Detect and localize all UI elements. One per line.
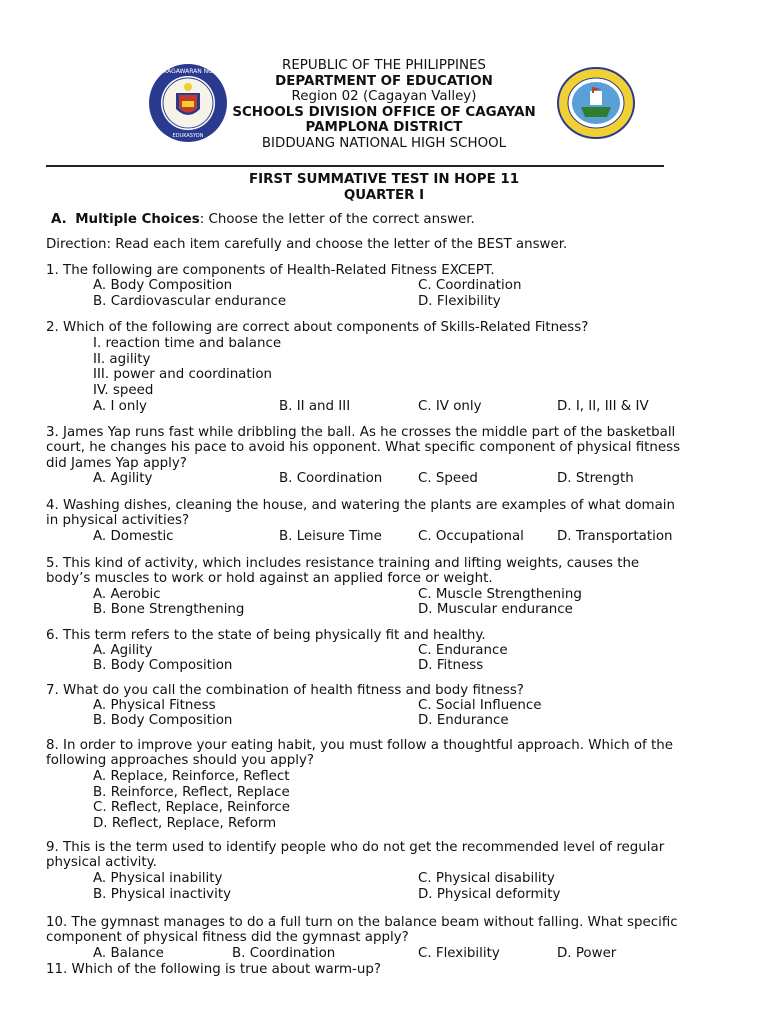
question-stem: 1. The following are components of Health-Related Fitness EXCEPT.	[46, 263, 495, 278]
section-title: Multiple Choices	[75, 212, 200, 227]
section-letter: A.	[51, 212, 67, 227]
question-stem: 10. The gymnast manages to do a full turn on the balance beam without falling. What specific	[46, 915, 678, 930]
choice: D. Strength	[557, 471, 634, 486]
header	[0, 58, 768, 151]
choice: C. IV only	[418, 399, 482, 414]
roman-item: II. agility	[93, 352, 151, 367]
question-stem: 5. This kind of activity, which includes resistance training and lifting weights, causes the	[46, 556, 640, 571]
question-stem: in physical activities?	[46, 513, 190, 528]
roman-item: IV. speed	[93, 383, 154, 398]
choice: B. Coordination	[279, 471, 383, 486]
question-stem: 9. This is the term used to identify people who do not get the recommended level of regular	[46, 840, 665, 855]
choice: C. Occupational	[418, 529, 524, 544]
choice: D. Power	[557, 946, 617, 961]
section-instruction: : Choose the letter of the correct answer.	[199, 212, 475, 227]
choice: A. Physical inability	[93, 871, 223, 886]
header-republic: REPUBLIC OF THE PHILIPPINES	[282, 58, 486, 73]
choice: B. Body Composition	[93, 658, 233, 673]
direction-text: Direction: Read each item carefully and choose the letter of the BEST answer.	[46, 237, 568, 252]
choice: D. Reflect, Replace, Reform	[93, 816, 277, 831]
choice: C. Coordination	[418, 278, 522, 293]
question-stem: 6. This term refers to the state of being physically fit and healthy.	[46, 628, 486, 643]
choice: A. Replace, Reinforce, Reflect	[93, 769, 290, 784]
choice: A. I only	[93, 399, 147, 414]
choice: B. Coordination	[232, 946, 336, 961]
question-stem: 11. Which of the following is true about warm-up?	[46, 962, 381, 977]
choice: A. Domestic	[93, 529, 174, 544]
question-stem: court, he changes his pace to avoid his opponent. What specific component of physical fitness	[46, 440, 681, 455]
choice: B. Leisure Time	[279, 529, 382, 544]
svg-text:EDUKASYON: EDUKASYON	[172, 133, 204, 139]
header-school: BIDDUANG NATIONAL HIGH SCHOOL	[261, 135, 507, 151]
choice: B. Reinforce, Reflect, Replace	[93, 785, 290, 800]
choice: C. Speed	[418, 471, 478, 486]
choice: B. Body Composition	[93, 713, 233, 728]
choice: C. Social Influence	[418, 698, 542, 713]
choice: A. Aerobic	[93, 587, 161, 602]
roman-item: I. reaction time and balance	[93, 336, 282, 351]
header-region: Region 02 (Cagayan Valley)	[291, 89, 477, 104]
choice: A. Body Composition	[93, 278, 233, 293]
choice: D. Physical deformity	[418, 887, 561, 902]
question-stem: 2. Which of the following are correct about components of Skills-Related Fitness?	[46, 320, 589, 335]
choice: D. I, II, III & IV	[557, 399, 649, 414]
choice: C. Flexibility	[418, 946, 500, 961]
test-title-block	[0, 172, 768, 203]
choice: D. Muscular endurance	[418, 602, 573, 617]
header-divider	[46, 165, 664, 167]
question-stem: 7. What do you call the combination of health fitness and body fitness?	[46, 683, 524, 698]
choice: C. Endurance	[418, 643, 508, 658]
choice: B. Bone Strengthening	[93, 602, 245, 617]
choice: A. Agility	[93, 471, 153, 486]
choice: A. Physical Fitness	[93, 698, 216, 713]
question-stem: physical activity.	[46, 855, 157, 870]
choice: C. Muscle Strengthening	[418, 587, 582, 602]
test-title: FIRST SUMMATIVE TEST IN HOPE 11	[248, 172, 520, 187]
section-heading	[51, 212, 475, 228]
choice: D. Transportation	[557, 529, 673, 544]
choice: B. Cardiovascular endurance	[93, 294, 287, 309]
roman-item: III. power and coordination	[93, 367, 273, 382]
choice: B. Physical inactivity	[93, 887, 231, 902]
header-division: SCHOOLS DIVISION OFFICE OF CAGAYAN	[232, 104, 536, 120]
header-department: DEPARTMENT OF EDUCATION	[275, 73, 493, 89]
question-stem: 3. James Yap runs fast while dribbling the ball. As he crosses the middle part of the basketball	[46, 425, 676, 440]
question-stem: component of physical fitness did the gymnast apply?	[46, 930, 409, 945]
choice: D. Endurance	[418, 713, 509, 728]
choice: A. Agility	[93, 643, 153, 658]
choice: B. II and III	[279, 399, 351, 414]
question-stem: following approaches should you apply?	[46, 753, 315, 768]
header-district: PAMPLONA DISTRICT	[305, 120, 463, 135]
question-stem: 4. Washing dishes, cleaning the house, and watering the plants are examples of what domain	[46, 498, 675, 513]
choice: D. Flexibility	[418, 294, 501, 309]
choice: D. Fitness	[418, 658, 484, 673]
question-stem: 8. In order to improve your eating habit, you must follow a thoughtful approach. Which of the	[46, 738, 673, 753]
choice: C. Reflect, Replace, Reinforce	[93, 800, 290, 815]
question-stem: body’s muscles to work or hold against an applied force or weight.	[46, 571, 493, 586]
choice: A. Balance	[93, 946, 164, 961]
svg-text:KAGAWARAN NG: KAGAWARAN NG	[163, 68, 213, 75]
test-quarter: QUARTER I	[343, 187, 425, 203]
choice: C. Physical disability	[418, 871, 555, 886]
question-stem: did James Yap apply?	[46, 456, 187, 471]
